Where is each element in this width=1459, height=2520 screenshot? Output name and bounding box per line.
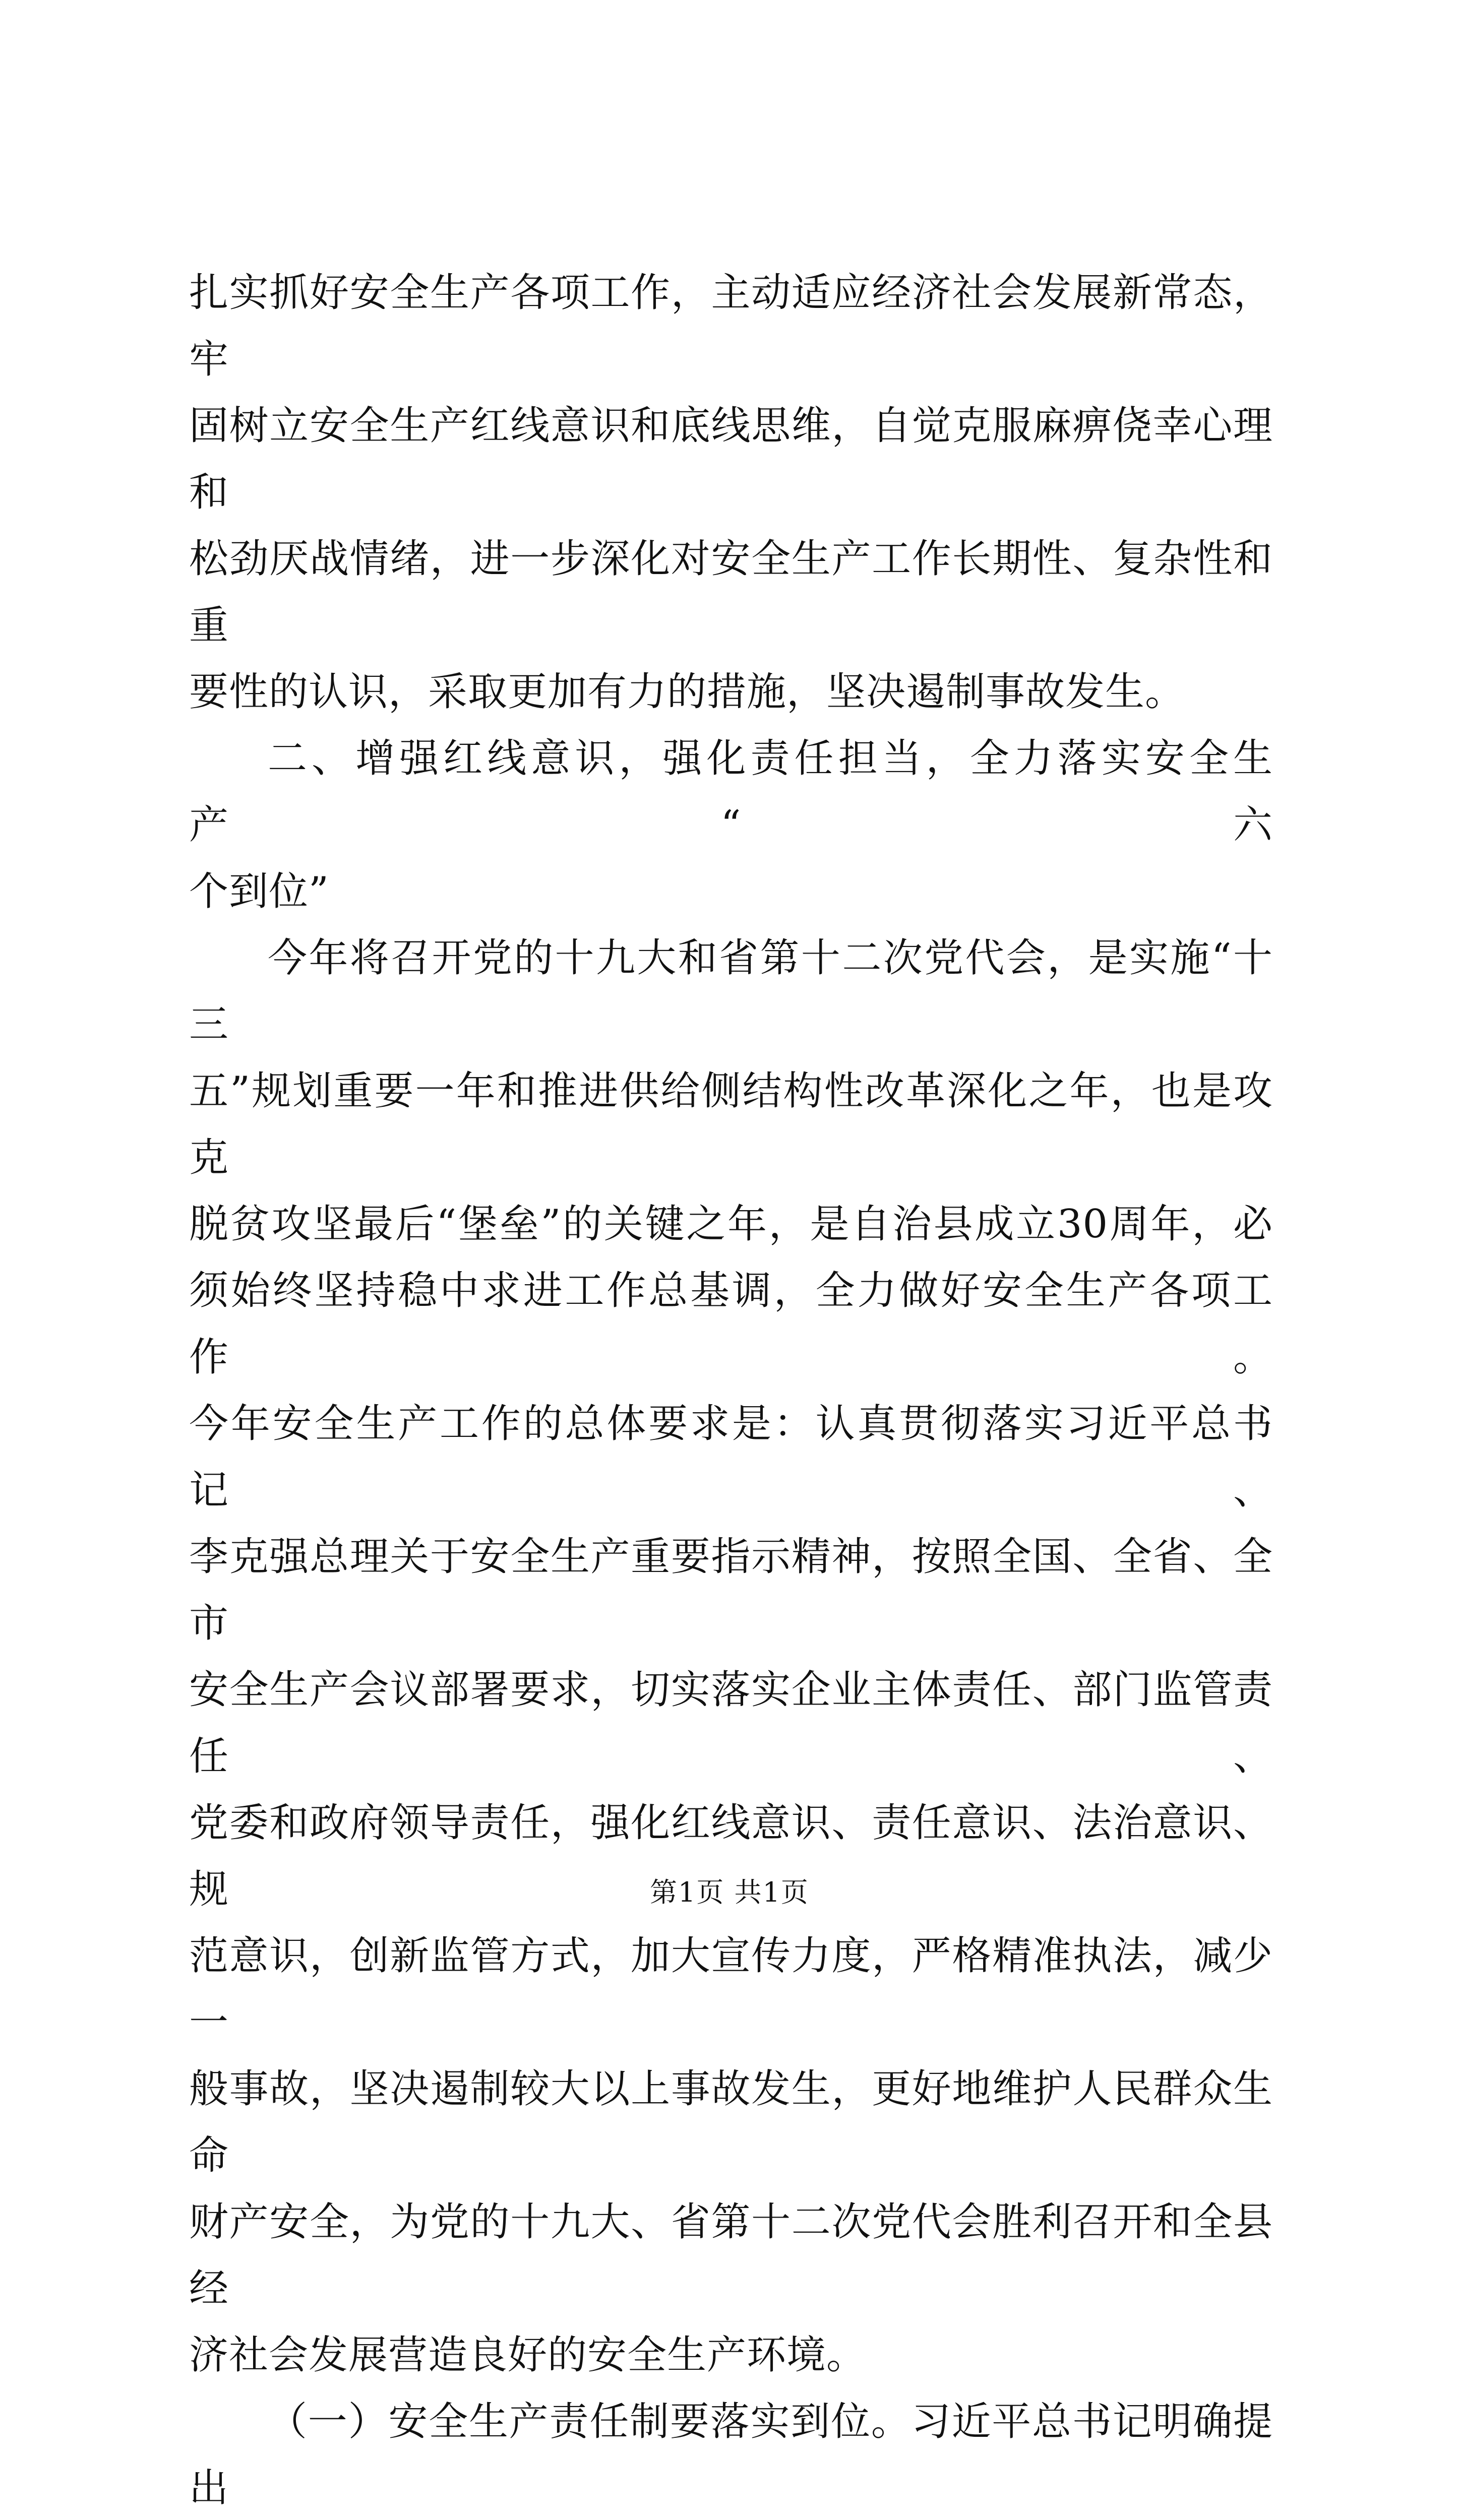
text-line-15: 范意识，创新监管方式，加大宣传力度，严格精准执法，减少一 (189, 1933, 1273, 2045)
text-line-12: 李克强总理关于安全生产重要指示精神，按照全国、全省、全市 (189, 1534, 1273, 1646)
text-line-10: 须始终坚持稳中求进工作总基调，全力做好安全生产各项工作。 (189, 1268, 1273, 1380)
document-body (189, 260, 1273, 2520)
text-line-4: 要性的认识，采取更加有力的措施，坚决遏制事故发生。 (189, 669, 1185, 715)
text-line-8: 五”规划重要一年和推进供给侧结构性改革深化之年，也是攻克 (189, 1068, 1273, 1180)
section-heading-line-1: 二、增强红线意识，强化责任担当，全力落实安全生产“六 (189, 736, 1273, 848)
text-line-11: 今年安全生产工作的总体要求是：认真贯彻落实习近平总书记、 (189, 1401, 1273, 1513)
text-line-2: 固树立安全生产红线意识和底线思维，自觉克服麻痹侥幸心理和 (189, 403, 1273, 515)
text-line-19: （一）安全生产责任制要落实到位。习近平总书记明确提出 (189, 2399, 1273, 2511)
text-line-3: 松劲厌战情绪，进一步深化对安全生产工作长期性、复杂性和重 (189, 536, 1273, 648)
page-footer: 第1页 共1页 (650, 1876, 809, 1908)
text-line-18: 济社会发展营造良好的安全生产环境。 (189, 2333, 867, 2378)
text-line-16: 般事故，坚决遏制较大以上事故发生，更好地维护人民群众生命 (189, 2066, 1273, 2178)
text-line-1: 扎实抓好安全生产各项工作，主动适应经济社会发展新常态，牢 (189, 270, 1273, 382)
text-line-9: 脱贫攻坚最后“堡垒”的关键之年，是自治县成立30周年，必 (189, 1202, 1273, 1247)
section-heading-line-2: 个到位” (189, 869, 329, 914)
text-line-17: 财产安全，为党的十九大、省第十二次党代会胜利召开和全县经 (189, 2199, 1273, 2311)
text-line-14: 党委和政府领导责任，强化红线意识、责任意识、法治意识、规 (189, 1800, 1273, 1912)
text-line-13: 安全生产会议部署要求，切实落实企业主体责任、部门监管责任、 (189, 1667, 1273, 1779)
text-line-7: 今年将召开党的十九大和省第十二次党代会，是实施“十三 (189, 935, 1273, 1047)
